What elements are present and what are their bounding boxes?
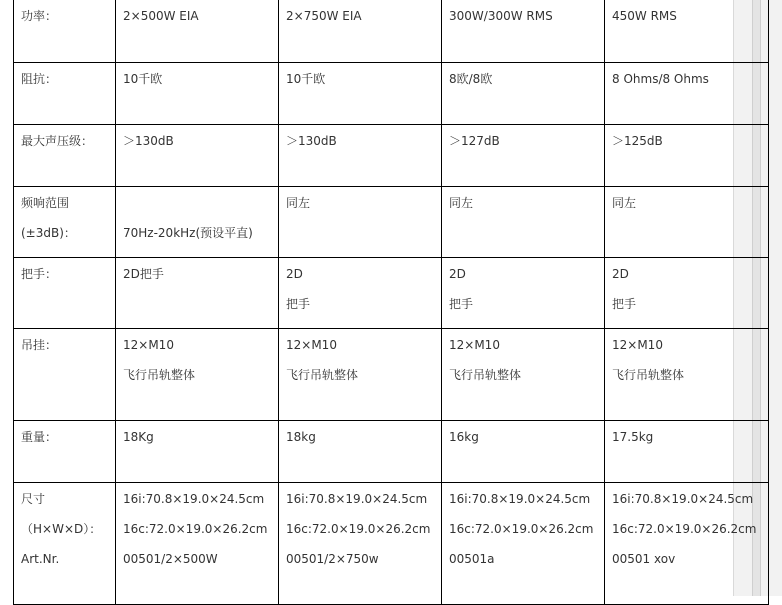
spec-value-cell	[605, 187, 769, 258]
spec-label-text: Art.Nr.	[21, 552, 60, 566]
spec-value-text: 把手	[286, 297, 311, 311]
spec-label-cell	[14, 63, 116, 125]
spec-value-text: 同左	[286, 196, 311, 210]
spec-label-text: （H×W×D）：	[21, 522, 102, 536]
spec-value-text: 17.5kg	[612, 430, 654, 444]
spec-value-text: 16i:70.8×19.0×24.5cm	[449, 492, 591, 506]
spec-value-cell	[279, 329, 442, 421]
spec-value-text: 16kg	[449, 430, 479, 444]
spec-value-text: 10千欧	[123, 72, 163, 86]
spec-value-cell	[279, 258, 442, 329]
spec-value-text: 18kg	[286, 430, 316, 444]
spec-label-cell	[14, 0, 116, 63]
spec-value-cell	[279, 421, 442, 483]
spec-value-text: 2D把手	[123, 267, 164, 281]
spec-row	[14, 421, 769, 483]
spec-value-text: 8 Ohms/8 Ohms	[612, 72, 709, 86]
spec-value-cell	[442, 125, 605, 187]
spec-value-text: 把手	[449, 297, 474, 311]
spec-value-text: 10千欧	[286, 72, 326, 86]
spec-label-text: 尺寸	[21, 492, 46, 506]
spec-label-text: (±3dB)：	[21, 226, 76, 240]
spec-value-text: 00501/2×500W	[123, 552, 218, 566]
spec-label-cell	[14, 125, 116, 187]
spec-row	[14, 63, 769, 125]
spec-value-cell	[442, 483, 605, 605]
spec-value-text: ＞125dB	[612, 134, 663, 148]
spec-label-cell	[14, 187, 116, 258]
spec-value-text: 把手	[612, 297, 637, 311]
spec-value-cell	[605, 63, 769, 125]
spec-value-text: 同左	[612, 196, 637, 210]
spec-value-text: 18Kg	[123, 430, 154, 444]
spec-value-text: 12×M10	[449, 338, 500, 352]
spec-label-text: 重量：	[21, 430, 58, 444]
spec-label-text: 吊挂：	[21, 338, 58, 352]
spec-value-text: 16i:70.8×19.0×24.5cm	[123, 492, 265, 506]
spec-label-cell	[14, 258, 116, 329]
spec-value-cell	[279, 63, 442, 125]
spec-table	[13, 0, 769, 605]
spec-value-text: 2D	[286, 267, 303, 281]
spec-row	[14, 258, 769, 329]
spec-value-cell	[116, 125, 279, 187]
spec-label-cell	[14, 483, 116, 605]
spec-value-text: 同左	[449, 196, 474, 210]
spec-value-text: 16c:72.0×19.0×26.2cm	[286, 522, 431, 536]
spec-value-text: 12×M10	[286, 338, 337, 352]
spec-value-cell	[279, 125, 442, 187]
spec-value-text: 16i:70.8×19.0×24.5cm	[612, 492, 754, 506]
spec-value-cell	[442, 187, 605, 258]
spec-value-text: 70Hz-20kHz(预设平直)	[123, 226, 253, 240]
spec-row	[14, 329, 769, 421]
spec-label-text: 最大声压级：	[21, 134, 94, 148]
spec-value-cell	[442, 0, 605, 63]
spec-value-cell	[442, 421, 605, 483]
spec-row	[14, 0, 769, 63]
spec-value-cell	[442, 258, 605, 329]
spec-value-text: 飞行吊轨整体	[612, 368, 685, 382]
spec-label-text: 功率：	[21, 9, 58, 23]
spec-value-text: 飞行吊轨整体	[449, 368, 522, 382]
spec-value-text: ＞127dB	[449, 134, 500, 148]
spec-value-text: 飞行吊轨整体	[286, 368, 359, 382]
spec-value-text: 12×M10	[612, 338, 663, 352]
spec-value-text: 2D	[449, 267, 466, 281]
spec-value-cell	[279, 0, 442, 63]
spec-value-cell	[116, 63, 279, 125]
spec-label-text: 把手：	[21, 267, 58, 281]
spec-table-body	[14, 0, 769, 605]
spec-value-cell	[116, 421, 279, 483]
spec-value-cell	[279, 483, 442, 605]
spec-value-cell	[116, 187, 279, 258]
spec-value-text: ＞130dB	[286, 134, 337, 148]
spec-value-text: 2D	[612, 267, 629, 281]
spec-value-cell	[605, 421, 769, 483]
spec-row	[14, 125, 769, 187]
spec-value-text: 00501a	[449, 552, 495, 566]
spec-label-text: 阻抗：	[21, 72, 58, 86]
spec-label-text: 频响范围	[21, 196, 70, 210]
spec-value-text: ＞130dB	[123, 134, 174, 148]
spec-value-cell	[605, 258, 769, 329]
spec-value-cell	[605, 0, 769, 63]
spec-label-cell	[14, 421, 116, 483]
spec-value-text: 16i:70.8×19.0×24.5cm	[286, 492, 428, 506]
spec-value-text: 16c:72.0×19.0×26.2cm	[612, 522, 757, 536]
spec-label-cell	[14, 329, 116, 421]
spec-value-cell	[116, 0, 279, 63]
spec-value-text: 00501 xov	[612, 552, 676, 566]
spec-value-cell	[279, 187, 442, 258]
spec-value-cell	[605, 125, 769, 187]
spec-value-text	[123, 197, 278, 227]
spec-value-text: 300W/300W RMS	[449, 9, 553, 23]
spec-value-text: 16c:72.0×19.0×26.2cm	[123, 522, 268, 536]
spec-value-cell	[442, 63, 605, 125]
spec-value-text: 飞行吊轨整体	[123, 368, 196, 382]
spec-value-text: 2×500W EIA	[123, 9, 199, 23]
spec-value-cell	[605, 483, 769, 605]
spec-value-text: 16c:72.0×19.0×26.2cm	[449, 522, 594, 536]
spec-value-text: 8欧/8欧	[449, 72, 493, 86]
spec-value-text: 12×M10	[123, 338, 174, 352]
spec-value-cell	[116, 329, 279, 421]
spec-value-cell	[442, 329, 605, 421]
spec-row	[14, 187, 769, 258]
spec-row	[14, 483, 769, 605]
spec-value-cell	[605, 329, 769, 421]
spec-value-text: 2×750W EIA	[286, 9, 362, 23]
spec-value-text: 00501/2×750w	[286, 552, 379, 566]
spec-value-cell	[116, 483, 279, 605]
spec-value-text: 450W RMS	[612, 9, 677, 23]
spec-value-cell	[116, 258, 279, 329]
